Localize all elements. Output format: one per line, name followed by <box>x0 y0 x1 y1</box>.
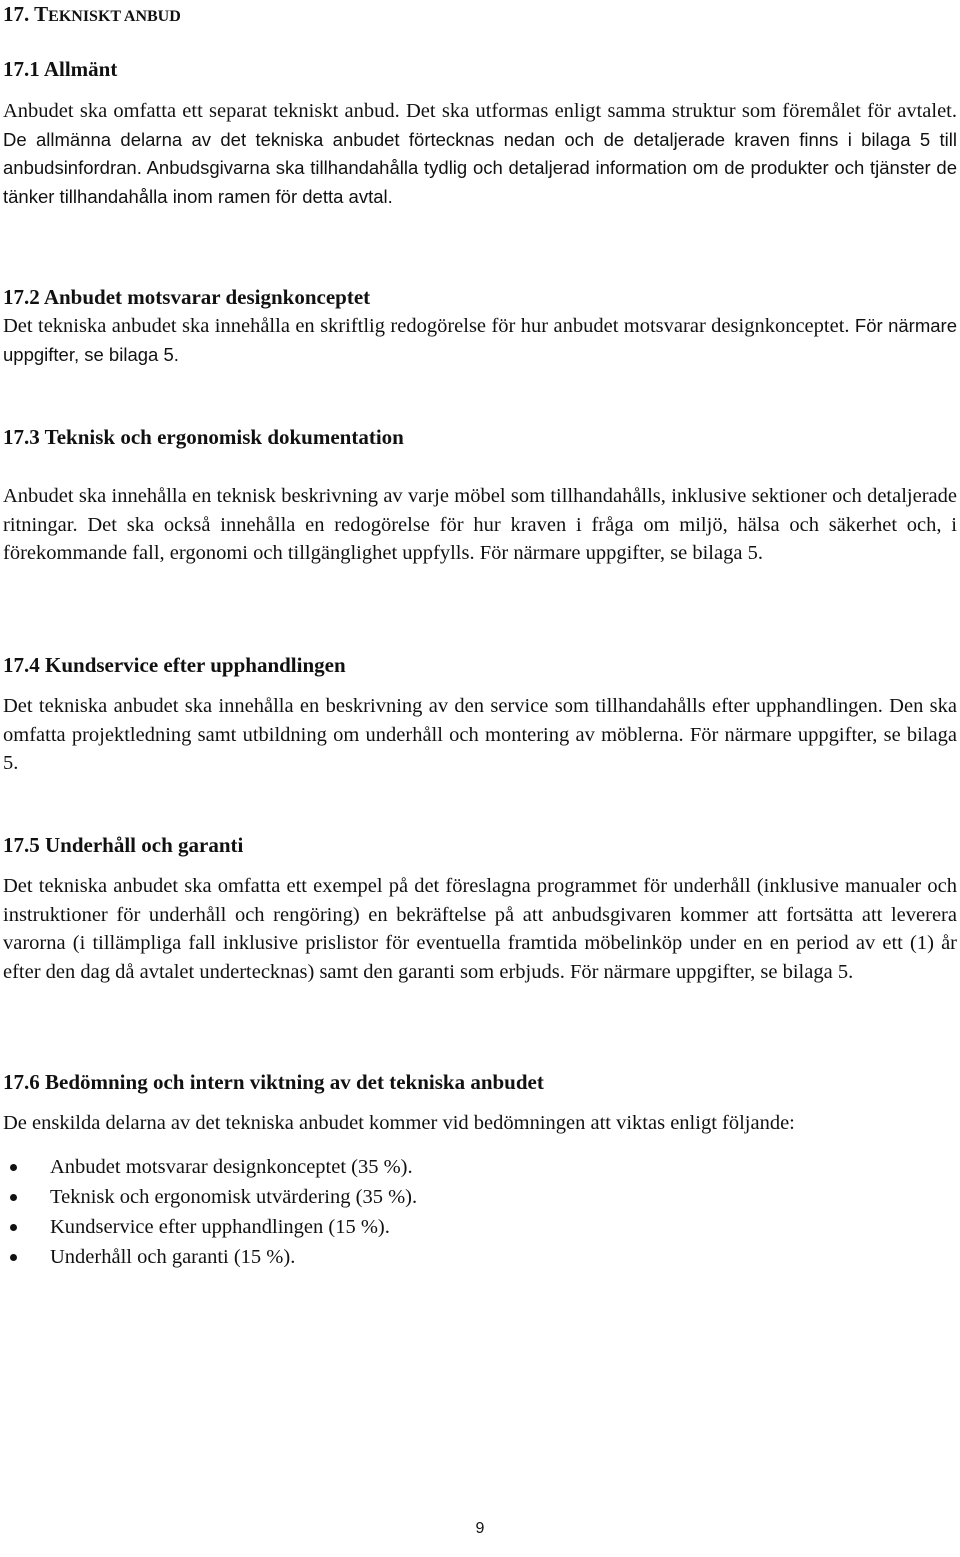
paragraph-17-4: Det tekniska anbudet ska innehålla en beskrivning av den service som tillhandahålls efter upphandlingen. Den ska omfatta projektledning samt utbildning om underhåll och montering av möblerna. För närmare uppgifter, se bilaga 5. <box>3 695 957 774</box>
paragraph-17-6-intro: De enskilda delarna av det tekniska anbudet kommer vid bedömningen att viktas enligt följande: <box>3 1112 795 1134</box>
heading-17-1: 17.1 Allmänt <box>3 57 118 81</box>
section-title <box>3 0 957 31</box>
section-title-rest: EKNISKT ANBUD <box>48 8 181 25</box>
heading-17-2: 17.2 Anbudet motsvarar designkonceptet <box>3 285 371 309</box>
list-item: Kundservice efter upphandlingen (15 %). <box>0 1212 900 1242</box>
section-title-initial: T <box>34 2 49 26</box>
paragraph-17-5: Det tekniska anbudet ska omfatta ett exempel på det föreslagna programmet för underhåll (inklusive manualer och instruktioner för underhåll och rengöring) en bekräftelse på att anbudsgivaren kommer att fortsätta att leverera varorna (i tillämpliga fall inklusive prislistor för eventuella framtida möbelinköp under en en period av ett (1) år efter den dag då avtalet undertecknas) samt den garanti som erbjuds. För närmare uppgifter, se bilaga 5. <box>3 875 957 983</box>
list-item: Teknisk och ergonomisk utvärdering (35 %). <box>0 1182 900 1212</box>
page-number: 9 <box>475 1520 485 1537</box>
section-number: 17. <box>3 2 30 26</box>
list-item: Anbudet motsvarar designkonceptet (35 %). <box>0 1152 900 1182</box>
paragraph-17-2-serif: Det tekniska anbudet ska innehålla en skriftlig redogörelse för hur anbudet motsvarar designkonceptet. <box>3 315 855 337</box>
list-item: Underhåll och garanti (15 %). <box>0 1242 900 1272</box>
bullet-icon <box>10 1254 17 1261</box>
bullet-icon <box>10 1164 17 1171</box>
paragraph-17-3: Anbudet ska innehålla en teknisk beskrivning av varje möbel som tillhandahålls, inklusive sektioner och detaljerade ritningar. Det ska också innehålla en redogörelse för hur kraven i fråga om miljö, hälsa och säkerhet och, i förekommande fall, ergonomi och tillgänglighet uppfylls. För närmare uppgifter, se bilaga 5. <box>3 485 957 564</box>
paragraph-17-2-sans: För närmare uppgifter, se bilaga 5. <box>3 315 957 365</box>
paragraph-17-1-sans: De allmänna delarna av det tekniska anbudet förtecknas nedan och de detaljerade kraven finns i bilaga 5 till anbudsinfordran. Anbudsgivarna ska tillhandahålla tydlig och detaljerad information om de produkter och tjänster de tänker tillhandahålla inom ramen för detta avtal. <box>3 128 957 207</box>
heading-17-5: 17.5 Underhåll och garanti <box>3 833 244 857</box>
weighting-list <box>0 1152 900 1272</box>
paragraph-17-1-serif: Anbudet ska omfatta ett separat tekniskt anbud. Det ska utformas enligt samma struktur som föremålet för avtalet. <box>3 100 957 122</box>
paragraph-17-2 <box>3 312 957 369</box>
bullet-icon <box>10 1224 17 1231</box>
paragraph-17-1 <box>3 97 957 211</box>
bullet-icon <box>10 1194 17 1201</box>
heading-17-6: 17.6 Bedömning och intern viktning av det tekniska anbudet <box>3 1070 544 1094</box>
heading-17-3: 17.3 Teknisk och ergonomisk dokumentation <box>3 425 404 449</box>
heading-17-4: 17.4 Kundservice efter upphandlingen <box>3 653 346 677</box>
